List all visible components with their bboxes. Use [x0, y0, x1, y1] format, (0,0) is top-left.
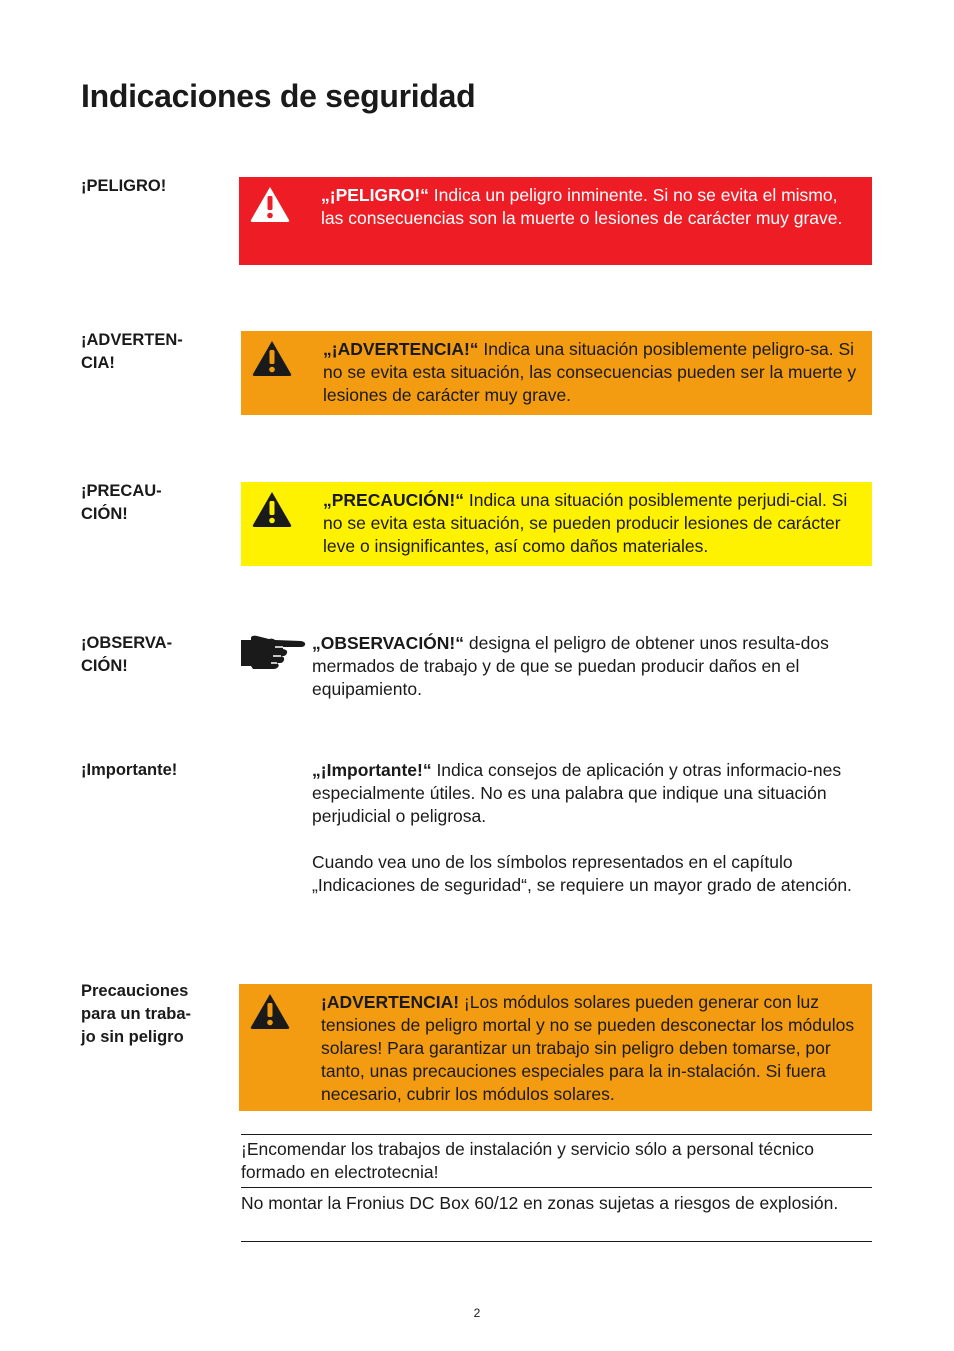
divider — [241, 1187, 872, 1188]
warning-text: Indica una situación posiblemente peligro-sa. Si no se evita esta situación, las consecuencias pueden ser la muerte y lesiones de carácter muy grave. — [323, 339, 857, 405]
warning-notice — [241, 331, 872, 415]
warning-triangle-icon — [251, 490, 293, 528]
label-precauciones: Precauciones para un traba- jo sin peligro — [81, 982, 192, 1046]
divider — [241, 1134, 872, 1135]
divider — [241, 1241, 872, 1242]
list-item: ¡Encomendar los trabajos de instalación y servicio sólo a personal técnico formado en electrotecnia! — [241, 1139, 814, 1182]
observation-notice — [312, 632, 872, 701]
danger-text: Indica un peligro inminente. Si no se evita el mismo, las consecuencias son la muerte o lesiones de carácter muy grave. — [321, 185, 843, 228]
warning-triangle-icon — [249, 992, 291, 1030]
observation-text: designa el peligro de obtener unos resulta-dos mermados de trabajo y de que se puedan producir daños en el equipamiento. — [312, 633, 829, 699]
warning-keyword: „¡ADVERTENCIA!“ — [323, 339, 479, 359]
important-notice — [312, 759, 872, 828]
label-peligro: ¡PELIGRO! — [81, 177, 167, 195]
caution-notice — [241, 482, 872, 566]
page-number: 2 — [473, 1306, 481, 1320]
pointing-hand-icon — [239, 632, 307, 672]
important-keyword: „¡Importante!“ — [312, 760, 432, 780]
solar-warning-text: ¡Los módulos solares pueden generar con luz tensiones de peligro mortal y no se pueden desconectar los módulos solares! Para garantizar un trabajo sin peligro deben tomarse, por tanto, unas precauciones especiales para la in-stalación. Si fuera necesario, cubrir los módulos solares. — [321, 992, 855, 1104]
label-advertencia: ¡ADVERTEN- CIA! — [81, 331, 183, 372]
important-note: Cuando vea uno de los símbolos representados en el capítulo „Indicaciones de seguridad“, se requiere un mayor grado de atención. — [312, 852, 852, 895]
label-importante: ¡Importante! — [81, 761, 178, 779]
label-precaucion: ¡PRECAU- CIÓN! — [81, 482, 162, 523]
solar-warning-keyword: ¡ADVERTENCIA! — [321, 992, 460, 1012]
important-text: Indica consejos de aplicación y otras informacio-nes especialmente útiles. No es una palabra que indique una situación perjudicial o peligrosa. — [312, 760, 842, 826]
caution-text: Indica una situación posiblemente perjudi-cial. Si no se evita esta situación, se pueden producir lesiones de carácter leve o insignificantes, así como daños materiales. — [323, 490, 848, 556]
label-observacion: ¡OBSERVA- CIÓN! — [81, 634, 173, 675]
observation-keyword: „OBSERVACIÓN!“ — [312, 633, 465, 653]
page-title: Indicaciones de seguridad — [81, 78, 476, 114]
caution-keyword: „PRECAUCIÓN!“ — [323, 490, 464, 510]
danger-keyword: „¡PELIGRO!“ — [321, 185, 429, 205]
danger-notice — [239, 177, 872, 265]
solar-warning-notice — [239, 984, 872, 1111]
list-item: No montar la Fronius DC Box 60/12 en zonas sujetas a riesgos de explosión. — [241, 1193, 839, 1213]
warning-triangle-icon — [251, 339, 293, 377]
warning-triangle-icon — [249, 185, 291, 223]
